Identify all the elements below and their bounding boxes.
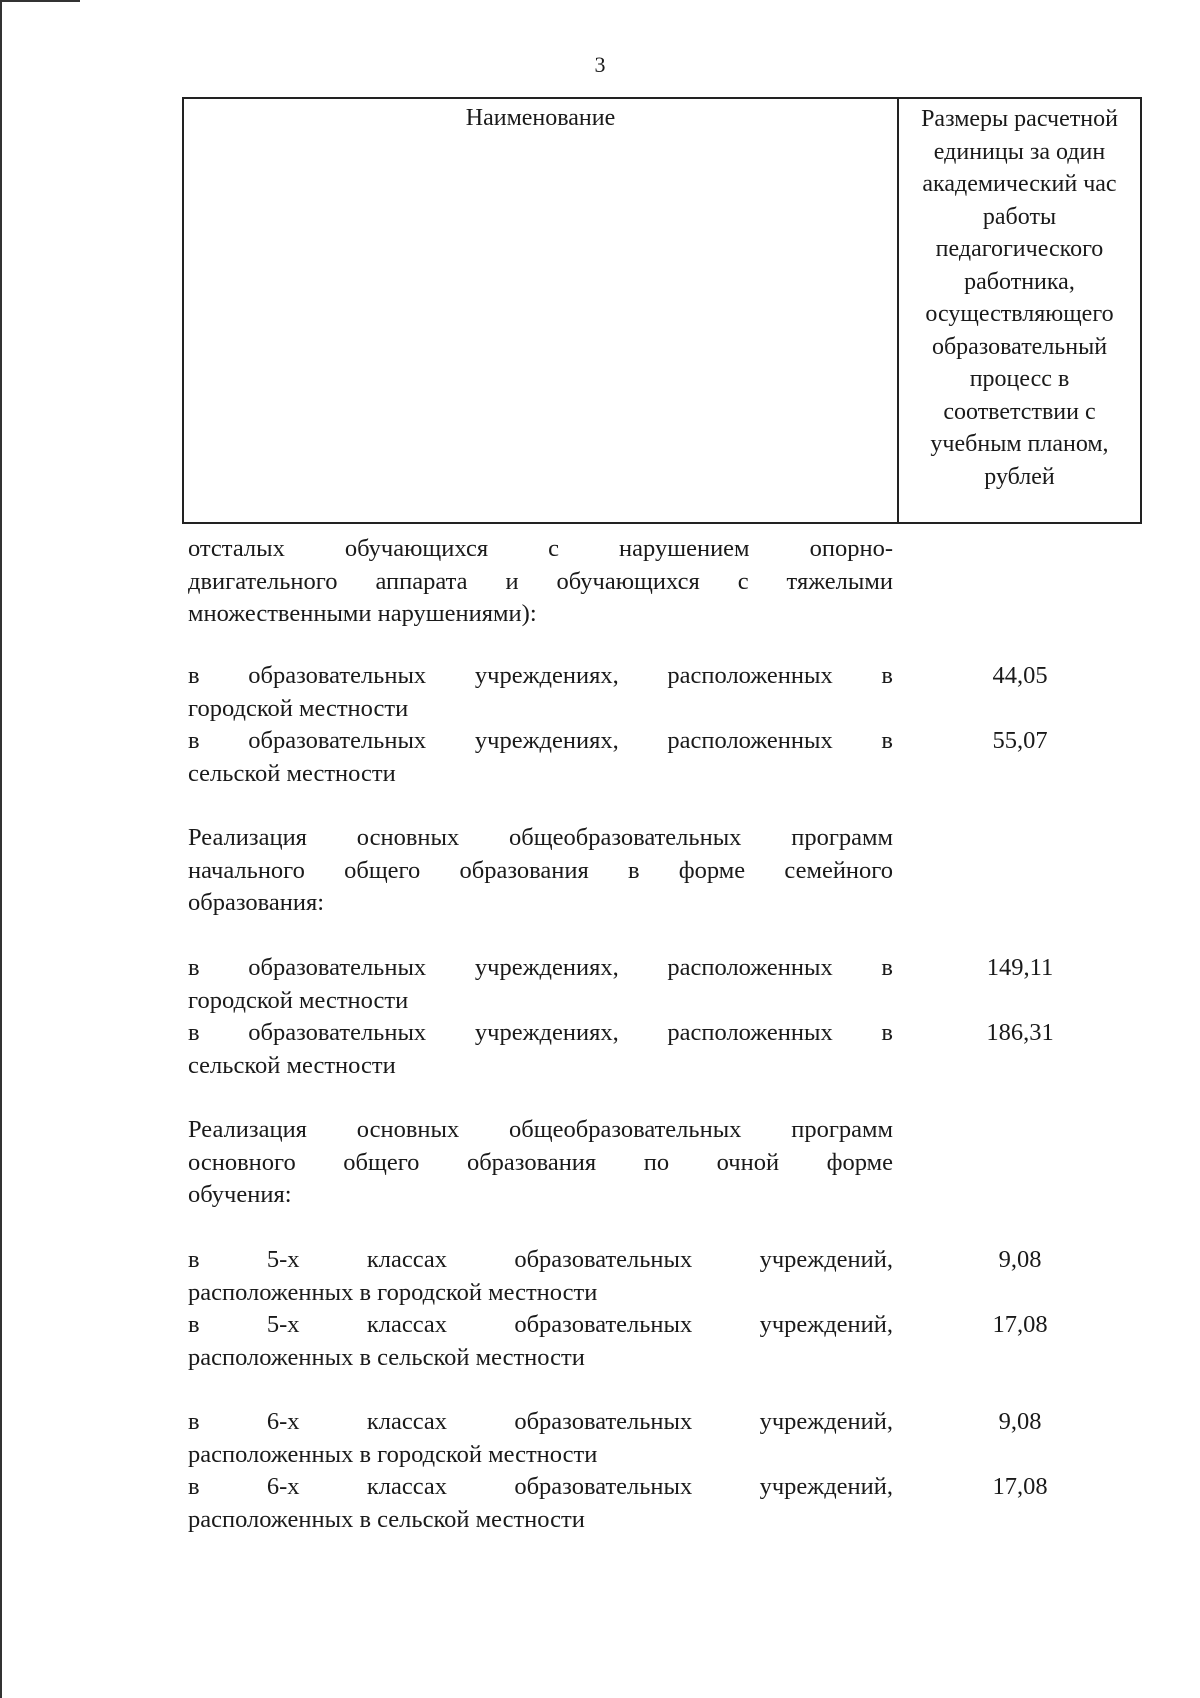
column-header-sizes: Размеры расчетной единицы за один академический час работы педагогического работника, осуществляющего образовательный процесс в соответствии с учебным планом, рублей: [921, 106, 1118, 490]
table-header: [182, 97, 1142, 524]
row-value: 55,07: [992, 727, 1048, 754]
row-value: 149,11: [986, 954, 1054, 981]
intro-line-3: множественными нарушениями):: [188, 600, 537, 627]
row-value: 17,08: [992, 1311, 1048, 1338]
section-line-3: образования:: [188, 889, 325, 916]
row-value: 9,08: [998, 1408, 1042, 1435]
section-line-1: Реализация основных общеобразовательных программ: [188, 824, 893, 851]
row-line-2: сельской местности: [188, 1051, 396, 1079]
section-line-1: Реализация основных общеобразовательных программ: [188, 1116, 893, 1143]
row-line-1: в 5-х классах образовательных учреждений,: [188, 1311, 893, 1338]
section-heading: [188, 1114, 893, 1212]
section-line-3: обучения:: [188, 1181, 292, 1208]
row-line-2: расположенных в городской местности: [188, 1440, 598, 1468]
row-line-1: в 6-х классах образовательных учреждений,: [188, 1408, 893, 1435]
table-row: [188, 1244, 893, 1309]
row-line-1: в 5-х классах образовательных учреждений,: [188, 1246, 893, 1273]
column-header-name: Наименование: [184, 99, 899, 522]
intro-text: [188, 533, 893, 631]
row-line-2: расположенных в городской местности: [188, 1278, 598, 1306]
page-number: 3: [594, 52, 606, 77]
row-value: 44,05: [992, 662, 1048, 689]
row-value: 17,08: [992, 1473, 1048, 1500]
scan-edge-left: [0, 0, 2, 1698]
intro-line-1: отсталых обучающихся с нарушением опорно-: [188, 535, 893, 562]
table-row: [188, 1406, 893, 1471]
section-line-2: основного общего образования по очной форме: [188, 1148, 893, 1176]
row-line-1: в образовательных учреждениях, расположенных в: [188, 662, 893, 689]
section-line-2: начального общего образования в форме семейного: [188, 856, 893, 884]
section-heading: [188, 822, 893, 920]
row-line-1: в образовательных учреждениях, расположенных в: [188, 954, 893, 981]
row-line-2: городской местности: [188, 986, 409, 1014]
row-value: 9,08: [998, 1246, 1042, 1273]
row-line-1: в 6-х классах образовательных учреждений,: [188, 1473, 893, 1500]
table-row: [188, 1017, 893, 1082]
table-row: [188, 1309, 893, 1374]
intro-line-2: двигательного аппарата и обучающихся с тяжелыми: [188, 567, 893, 595]
row-value: 186,31: [986, 1019, 1054, 1046]
row-line-1: в образовательных учреждениях, расположенных в: [188, 1019, 893, 1046]
row-line-2: расположенных в сельской местности: [188, 1505, 585, 1533]
row-line-2: сельской местности: [188, 759, 396, 787]
table-row: [188, 952, 893, 1017]
scan-edge-top: [0, 0, 80, 2]
row-line-2: городской местности: [188, 694, 409, 722]
row-line-2: расположенных в сельской местности: [188, 1343, 585, 1371]
table-row: [188, 725, 893, 790]
table-row: [188, 660, 893, 725]
row-line-1: в образовательных учреждениях, расположенных в: [188, 727, 893, 754]
table-row: [188, 1471, 893, 1536]
